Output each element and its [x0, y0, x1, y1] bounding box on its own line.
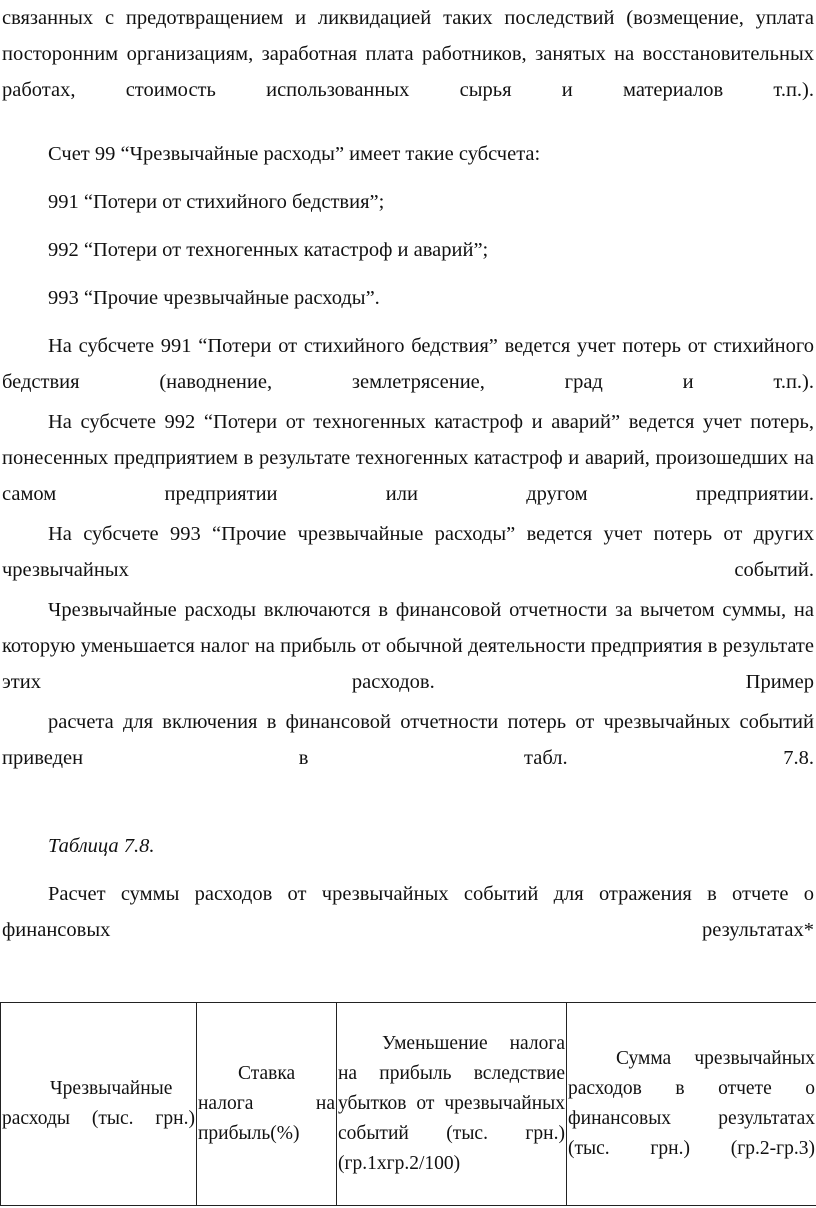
paragraph-calculation-reference: расчета для включения в финансовой отчетности потерь от чрезвычайных событий приведен в табл. 7.8. — [2, 711, 814, 769]
paragraph-992-description: На субсчете 992 “Потери от техногенных катастроф и аварий” ведется учет потерь, понесенных предприятием в результате техногенных катастроф и аварий, произошедших на самом предприятии или другом предприятии. — [2, 411, 814, 505]
paragraph-subaccount-991: 991 “Потери от стихийного бедствия”; — [48, 191, 385, 213]
table-caption: Таблица 7.8. — [48, 835, 155, 857]
expenses-table — [0, 1002, 816, 1206]
paragraph-subaccount-993: 993 “Прочие чрезвычайные расходы”. — [48, 287, 380, 309]
paragraph-continuation: связанных с предотвращением и ликвидацией таких последствий (возмещение, уплата посторонним организациям, заработная плата работников, занятых на восстановительных работах, стоимость использованных сырья и материалов т.п.). — [2, 7, 814, 101]
header-cell-tax-rate: Ставка налога на прибыль(%) — [197, 1003, 337, 1206]
table-title: Расчет суммы расходов от чрезвычайных событий для отражения в отчете о финансовых результатах* — [2, 883, 814, 941]
header-cell-tax-reduction: Уменьшение налога на прибыль вследствие убытков от чрезвычайных событий (тыс. грн.) (гр.1хгр.2/100) — [337, 1003, 567, 1206]
paragraph-subaccount-992: 992 “Потери от техногенных катастроф и аварий”; — [48, 239, 489, 261]
paragraph-993-description: На субсчете 993 “Прочие чрезвычайные расходы” ведется учет потерь от других чрезвычайных событий. — [2, 523, 814, 581]
paragraph-991-description: На субсчете 991 “Потери от стихийного бедствия” ведется учет потерь от стихийного бедствия (наводнение, землетрясение, град и т.п.). — [2, 335, 814, 393]
header-cell-expenses: Чрезвычайные расходы (тыс. грн.) — [1, 1003, 197, 1206]
table-header-row — [1, 1003, 816, 1206]
paragraph-extraordinary-expenses: Чрезвычайные расходы включаются в финансовой отчетности за вычетом суммы, на которую уменьшается налог на прибыль от обычной деятельности предприятия в результате этих расходов. Пример — [2, 599, 814, 693]
paragraph-account-99: Счет 99 “Чрезвычайные расходы” имеет такие субсчета: — [48, 143, 541, 165]
header-cell-report-amount: Сумма чрезвычайных расходов в отчете о финансовых результатах (тыс. грн.) (гр.2-гр.3) — [567, 1003, 816, 1206]
